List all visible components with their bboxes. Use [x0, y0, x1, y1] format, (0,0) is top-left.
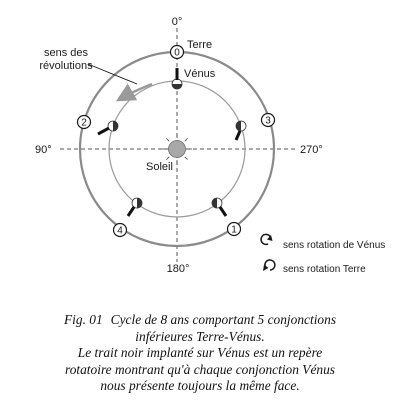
angle-label-right: 270°: [300, 144, 323, 156]
revolution-leader-line: [88, 64, 137, 84]
revolution-label-line1: sens des: [43, 47, 89, 59]
angle-label-top: 0°: [171, 16, 183, 28]
conjunction-marker-3: [262, 114, 275, 127]
svg-text:2: 2: [81, 117, 87, 129]
figure-caption: [0, 312, 400, 395]
conjunction-marker-1: [228, 223, 241, 236]
legend-venus-rotation: sens rotation de Vénus: [283, 240, 386, 251]
svg-text:3: 3: [265, 115, 271, 127]
svg-text:4: 4: [117, 225, 123, 237]
caption-line-4: rotatoire montrant qu'à chaque conjonction Vénus: [64, 361, 336, 377]
caption-line-1: Fig. 01 Cycle de 8 ans comportant 5 conjonctions: [63, 312, 337, 327]
caption-line-5: nous présente toujours la même face.: [100, 378, 300, 393]
caption-line-2: inférieures Terre-Vénus.: [135, 328, 265, 344]
venus-position-0: [172, 68, 182, 89]
venus-position-4: [128, 198, 142, 216]
figure-number: Fig. 01: [63, 312, 103, 327]
caption-line-3: Le trait noir implanté sur Vénus est un repère: [77, 345, 323, 360]
svg-text:1: 1: [231, 224, 237, 236]
revolution-label-line2: révolutions: [39, 60, 93, 72]
angle-label-bottom: 180°: [166, 263, 190, 275]
revolution-arrow: [120, 84, 152, 99]
venus-position-1: [212, 198, 226, 216]
conjunction-marker-0: [171, 46, 184, 59]
angle-label-left: 90°: [35, 144, 52, 156]
svg-text:0: 0: [174, 47, 180, 59]
venus-position-2: [98, 121, 118, 134]
conjunction-marker-2: [78, 116, 91, 129]
legend-earth-rotation: sens rotation Terre: [283, 264, 366, 275]
venus-rotation-icon: [261, 234, 272, 244]
earth-label: Terre: [187, 39, 213, 51]
conjunction-marker-4: [114, 224, 127, 237]
sun-label: Soleil: [146, 161, 173, 173]
venus-label: Vénus: [184, 68, 216, 80]
earth-rotation-icon: [263, 260, 275, 271]
